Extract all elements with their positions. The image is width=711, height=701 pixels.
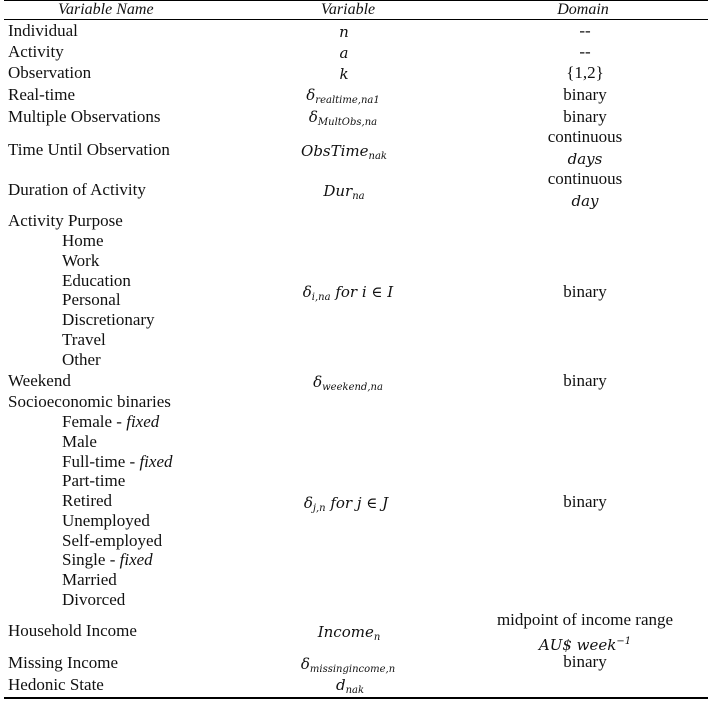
row-obstime-variable: ObsTime$_{nak}$ (301, 142, 387, 162)
header-variable-name: Variable Name (58, 1, 154, 18)
row-realtime-name: Real-time (8, 85, 76, 104)
row-socio-name: Socioeconomic binaries (8, 392, 171, 411)
row-multobs-variable: $\delta_{MultObs,na}$ (308, 108, 378, 128)
socio-item-parttime: Part-time (62, 471, 126, 490)
row-observation-variable: k (339, 65, 349, 83)
socio-item-fulltime: Full-time - fixed (62, 452, 173, 471)
row-weekend-variable: $\delta_{weekend,na}$ (313, 373, 383, 393)
socio-item-retired: Retired (62, 491, 113, 510)
row-obstime-name: Time Until Observation (8, 140, 170, 159)
row-income-domain-1: midpoint of income range (496, 610, 674, 629)
row-hedonic-name: Hedonic State (8, 675, 104, 694)
purpose-item-education: Education (62, 271, 131, 290)
row-individual-domain: -- (579, 21, 591, 40)
row-hedonic-variable: $d_{nak}$ (335, 676, 365, 696)
socio-item-selfemployed: Self-employed (62, 531, 163, 550)
row-realtime-domain: binary (563, 85, 607, 104)
socio-item-male: Male (62, 432, 97, 451)
table-bottom-rule (4, 697, 708, 699)
socio-item-married: Married (62, 570, 117, 589)
row-purpose-name: Activity Purpose (8, 211, 123, 230)
purpose-item-discretionary: Discretionary (62, 310, 155, 329)
row-duration-variable: Dur$_{na}$ (323, 182, 365, 202)
row-weekend-domain: binary (563, 371, 607, 390)
row-obstime-domain-2: days (567, 150, 603, 168)
row-missing-variable: $\delta_{missingincome,n}$ (300, 655, 396, 675)
row-purpose-domain: binary (563, 282, 607, 301)
purpose-item-personal: Personal (62, 290, 121, 309)
row-activity-variable: a (339, 44, 349, 62)
row-activity-name: Activity (8, 42, 64, 61)
purpose-item-other: Other (62, 350, 101, 369)
socio-item-unemployed: Unemployed (62, 511, 150, 530)
row-realtime-variable: $\delta_{realtime,na1}$ (306, 86, 380, 106)
row-obstime-domain-1: continuous (547, 127, 623, 146)
row-duration-domain-1: continuous (547, 169, 623, 188)
row-income-variable: Income$_n$ (317, 623, 381, 643)
purpose-item-travel: Travel (62, 330, 106, 349)
socio-item-divorced: Divorced (62, 590, 126, 609)
row-missing-name: Missing Income (8, 653, 119, 672)
row-purpose-variable: $\delta_{i,na}$ for i ∈ I (302, 283, 394, 303)
row-individual-name: Individual (8, 21, 78, 40)
row-multobs-domain: binary (563, 107, 607, 126)
row-missing-domain: binary (563, 652, 607, 671)
row-multobs-name: Multiple Observations (8, 107, 161, 126)
socio-item-single: Single - fixed (62, 550, 153, 569)
row-duration-domain-2: day (571, 192, 599, 210)
row-observation-name: Observation (8, 63, 92, 82)
row-weekend-name: Weekend (8, 371, 71, 390)
socio-item-female: Female - fixed (62, 412, 160, 431)
header-rule (4, 19, 708, 20)
purpose-item-work: Work (62, 251, 100, 270)
row-activity-domain: -- (579, 42, 591, 61)
row-socio-domain: binary (563, 492, 607, 511)
row-observation-domain: {1,2} (566, 63, 604, 82)
row-income-name: Household Income (8, 621, 137, 640)
header-variable: Variable (320, 1, 376, 18)
row-individual-variable: n (339, 23, 349, 41)
row-income-domain-2: AU$ week$^{-1}$ (538, 636, 632, 654)
row-socio-variable: $\delta_{j,n}$ for j ∈ J (303, 494, 389, 514)
row-duration-name: Duration of Activity (8, 180, 146, 199)
header-domain: Domain (557, 1, 609, 18)
purpose-item-home: Home (62, 231, 104, 250)
